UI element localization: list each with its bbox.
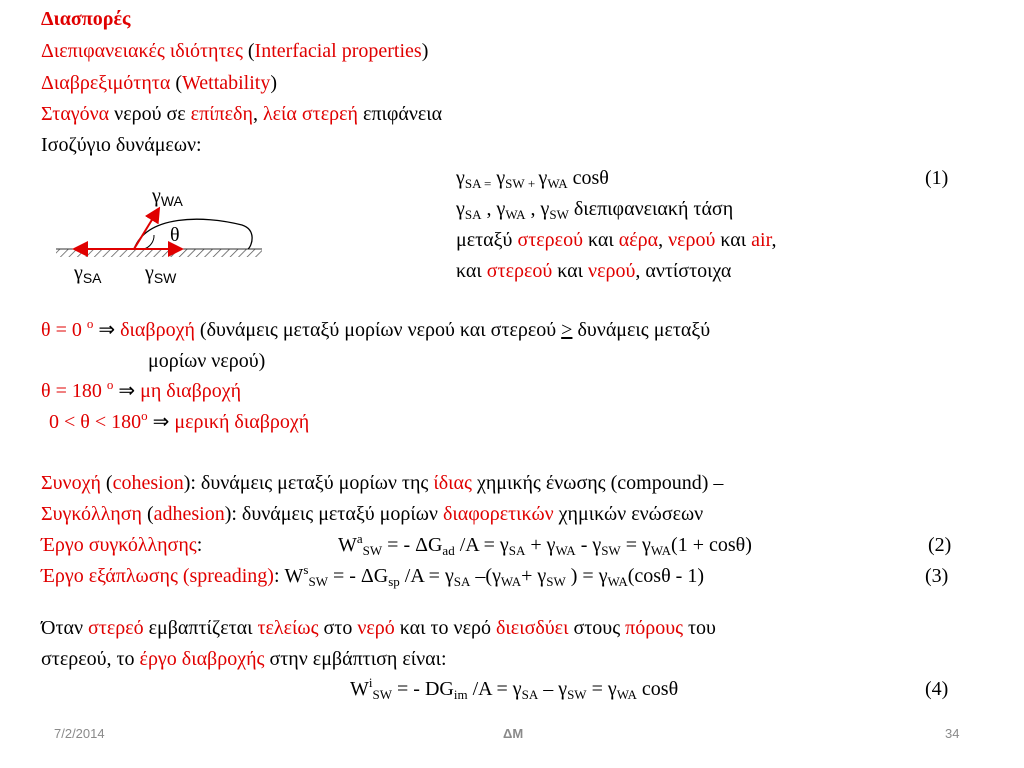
text-part: νερού σε [109,103,191,125]
equation-1-number: (1) [925,167,949,189]
water-drop-line [41,102,442,126]
immersion-line-2: στερεού, το έργο διαβροχής στην εμβάπτιση είναι: [41,648,447,670]
equation-3-number: (3) [925,565,949,587]
equation-4-number: (4) [925,678,949,700]
equation-2: $W^a_{SW}$ = - $\Delta G_{ad}$ $/A = \gamma_{SA} + \gamma_{WA} - \gamma_{SW} = \gamma_{WA}(1 + \cos\theta)$ [338,531,752,558]
paren: ) [270,72,278,94]
text-part: επίπεδη [190,103,253,125]
text-part: λεία στερεή [262,103,358,125]
solid-surface [56,249,262,257]
footer-date: 7/2/2014 [54,726,105,741]
equation-1: $\gamma_{SA =}$ $\gamma_{SW}$ $_+$ $\gamma_{WA}$ cosθ [456,167,609,191]
footer-center: ΔΜ [503,726,524,741]
definition-line-2: μεταξύ στερεού και αέρα, νερού και air, [456,229,777,251]
cohesion-line: Συνοχή (cohesion): δυνάμεις μεταξύ μορίων της ίδιας χημικής ένωσης (compound) – [41,472,724,494]
gamma-sw-label: $\gamma_{SW}$ [145,262,177,286]
slide-title: Διασπορές [41,8,131,30]
equation-4: $W^i_{SW}$ = - $DG_{im}$ $/A = \gamma_{SA} - \gamma_{SW} = \gamma_{WA}$ cosθ [350,675,679,702]
gamma-wa-label: $\gamma_{WA}$ [152,185,183,209]
equation-2-number: (2) [928,534,952,556]
immersion-line-1: Όταν στερεό εμβαπτίζεται τελείως στο νερό και το νερό διεισδύει στους πόρους του [41,617,716,639]
adhesion-line: Συγκόλληση (adhesion): δυνάμεις μεταξύ μορίων διαφορετικών χημικών ενώσεων [41,503,704,525]
text-part: , [252,103,263,125]
water-drop [134,219,252,249]
definition-line-3: και στερεού και νερού, αντίστοιχα [456,260,732,282]
paren: ) [421,40,429,62]
english-term: Wettability [181,72,271,94]
greek-term: Διαβρεξιμότητα [41,72,171,94]
case-partial-wetting: $0 < \theta < 180^o$ ⇒ μερική διαβροχή [49,408,310,433]
interfacial-properties-line [41,39,428,63]
case-full-wetting-cont: μορίων νερού) [148,350,266,372]
text-part: επιφάνεια [357,103,443,125]
angle-arc [144,235,154,249]
paren: ( [242,40,255,62]
paren: ( [170,72,182,94]
text-part: Σταγόνα [41,103,110,125]
equation-3: Έργο εξάπλωσης (spreading): $W^s_{SW}$ = - $\Delta G_{sp}$ $/A = \gamma_{SA}$ $-(\gamma_{WA}+ \gamma_{SW}$ ) = $\gamma_{WA}(\cos\theta - 1)$ [41,562,704,589]
footer-page-number: 34 [945,726,960,741]
wettability-line [41,71,277,95]
case-full-wetting: θ = 0 $^o$ ⇒ διαβροχή (δυνάμεις μεταξύ μορίων νερού και στερεού > δυνάμεις μεταξύ [41,316,711,341]
case-no-wetting: θ = 180 $^o$ ⇒ μη διαβροχή [41,377,242,402]
gamma-sa-label: $\gamma_{SA}$ [74,262,102,286]
greek-term: Διεπιφανειακές ιδιότητες [41,40,243,62]
gamma-wa-vector [134,210,158,249]
force-balance-line: Ισοζύγιο δυνάμεων: [41,134,202,156]
english-term: Interfacial properties [254,40,422,62]
theta-label: θ [170,224,180,246]
work-of-adhesion-label: Έργο συγκόλλησης: [41,534,203,556]
definition-line-1: $\gamma_{SA}$ , $\gamma_{WA}$ , $\gamma_{SW}$ διεπιφανειακή τάση [456,198,734,222]
